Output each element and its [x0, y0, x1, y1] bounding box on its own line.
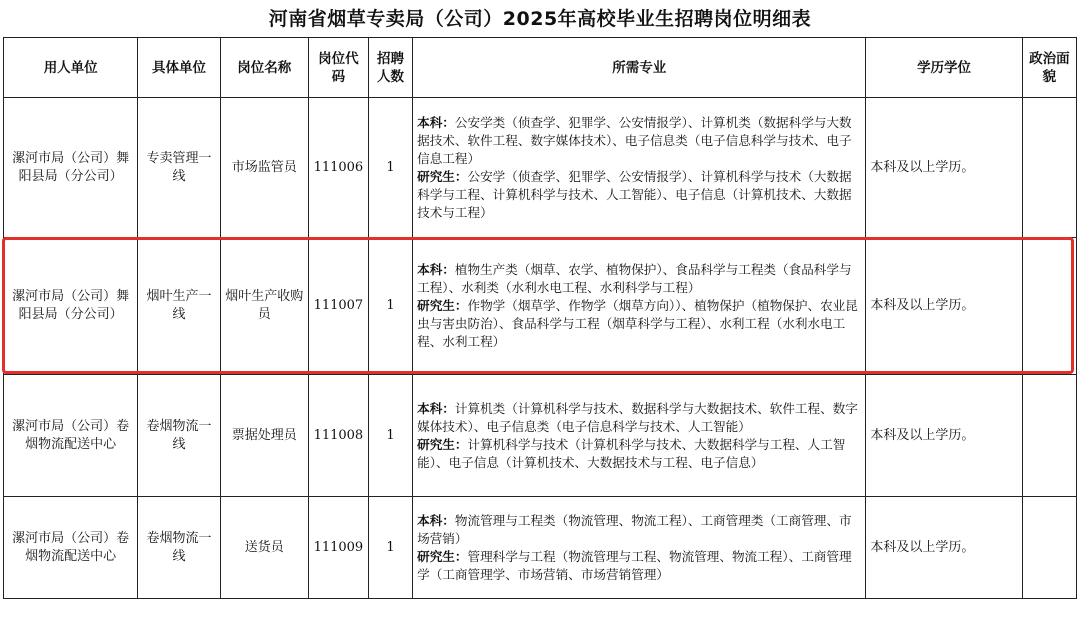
undergrad-majors: 公安学类（侦查学、犯罪学、公安情报学）、计算机类（数据科学与大数据技术、软件工程、数字媒体技术）、电子信息类（电子信息科学与技术、电子信息工程）: [417, 114, 852, 166]
grad-label: 研究生：: [417, 298, 468, 313]
cell-code: 111009: [308, 497, 368, 599]
grad-majors: 作物学（烟草学、作物学（烟草方向））、植物保护（植物保护、农业昆虫与害虫防治）、食品科学与工程（烟草科学与工程）、水利工程（水利水电工程、水利工程）: [417, 298, 858, 349]
header-position: 岗位名称: [220, 38, 308, 98]
cell-count: 1: [368, 375, 412, 497]
grad-label: 研究生：: [417, 436, 468, 452]
header-count: 招聘人数: [368, 38, 412, 98]
header-education: 学历学位: [866, 38, 1022, 98]
cell-position: 送货员: [220, 497, 308, 599]
cell-unit: 卷烟物流一线: [138, 375, 220, 497]
cell-unit: 烟叶生产一线: [138, 238, 220, 375]
cell-education: 本科及以上学历。: [866, 238, 1022, 375]
header-employer: 用人单位: [4, 38, 138, 98]
cell-political: [1022, 375, 1076, 497]
cell-political: [1022, 497, 1076, 599]
grad-majors: 计算机科学与技术（计算机科学与技术、大数据科学与工程、人工智能）、电子信息（计算机技术、大数据技术与工程、电子信息）: [417, 436, 846, 470]
cell-count: 1: [368, 98, 412, 238]
document-title: 河南省烟草专卖局（公司）2025年高校毕业生招聘岗位明细表: [268, 8, 812, 30]
cell-code: 111008: [308, 375, 368, 497]
grad-majors: 管理科学与工程（物流管理与工程、物流管理、物流工程）、工商管理学（工商管理学、市场营销、市场营销管理）: [417, 548, 852, 582]
cell-major: [413, 238, 866, 375]
undergrad-label: 本科：: [417, 262, 455, 277]
cell-political: [1022, 238, 1076, 375]
cell-unit: 专卖管理一线: [138, 98, 220, 238]
header-code: 岗位代码: [308, 38, 368, 98]
cell-education: 本科及以上学历。: [866, 497, 1022, 599]
undergrad-majors: 物流管理与工程类（物流管理、物流工程）、工商管理类（工商管理、市场营销）: [417, 512, 852, 546]
cell-position: 票据处理员: [220, 375, 308, 497]
undergrad-majors: 计算机类（计算机科学与技术、数据科学与大数据技术、软件工程、数字媒体技术）、电子信息类（电子信息科学与技术、人工智能）: [417, 400, 858, 434]
cell-unit: 卷烟物流一线: [138, 497, 220, 599]
table-row: [4, 497, 1077, 599]
cell-code: 111007: [308, 238, 368, 375]
cell-position: 烟叶生产收购员: [220, 238, 308, 375]
table-row: [4, 238, 1077, 375]
undergrad-label: 本科：: [417, 512, 455, 528]
cell-education: 本科及以上学历。: [866, 375, 1022, 497]
cell-count: 1: [368, 497, 412, 599]
header-row: [4, 38, 1077, 98]
header-unit: 具体单位: [138, 38, 220, 98]
table-row: [4, 98, 1077, 238]
cell-major: [413, 98, 866, 238]
header-political: 政治面貌: [1022, 38, 1076, 98]
cell-count: 1: [368, 238, 412, 375]
cell-employer: 漯河市局（公司）舞阳县局（分公司）: [4, 238, 138, 375]
table-row: [4, 375, 1077, 497]
undergrad-label: 本科：: [417, 114, 455, 130]
cell-education: 本科及以上学历。: [866, 98, 1022, 238]
header-major: 所需专业: [413, 38, 866, 98]
grad-label: 研究生：: [417, 168, 468, 184]
undergrad-label: 本科：: [417, 400, 455, 416]
cell-major: [413, 375, 866, 497]
cell-code: 111006: [308, 98, 368, 238]
cell-position: 市场监管员: [220, 98, 308, 238]
grad-label: 研究生：: [417, 548, 468, 564]
undergrad-majors: 植物生产类（烟草、农学、植物保护）、食品科学与工程类（食品科学与工程）、水利类（水利水电工程、水利科学与工程）: [417, 262, 852, 295]
cell-employer: 漯河市局（公司）卷烟物流配送中心: [4, 497, 138, 599]
cell-major: [413, 497, 866, 599]
cell-political: [1022, 98, 1076, 238]
cell-employer: 漯河市局（公司）卷烟物流配送中心: [4, 375, 138, 497]
recruitment-table: [3, 37, 1077, 599]
grad-majors: 公安学（侦查学、犯罪学、公安情报学）、计算机科学与技术（大数据科学与工程、计算机科学与技术、人工智能）、电子信息（计算机技术、大数据技术与工程）: [417, 168, 852, 220]
cell-employer: 漯河市局（公司）舞阳县局（分公司）: [4, 98, 138, 238]
